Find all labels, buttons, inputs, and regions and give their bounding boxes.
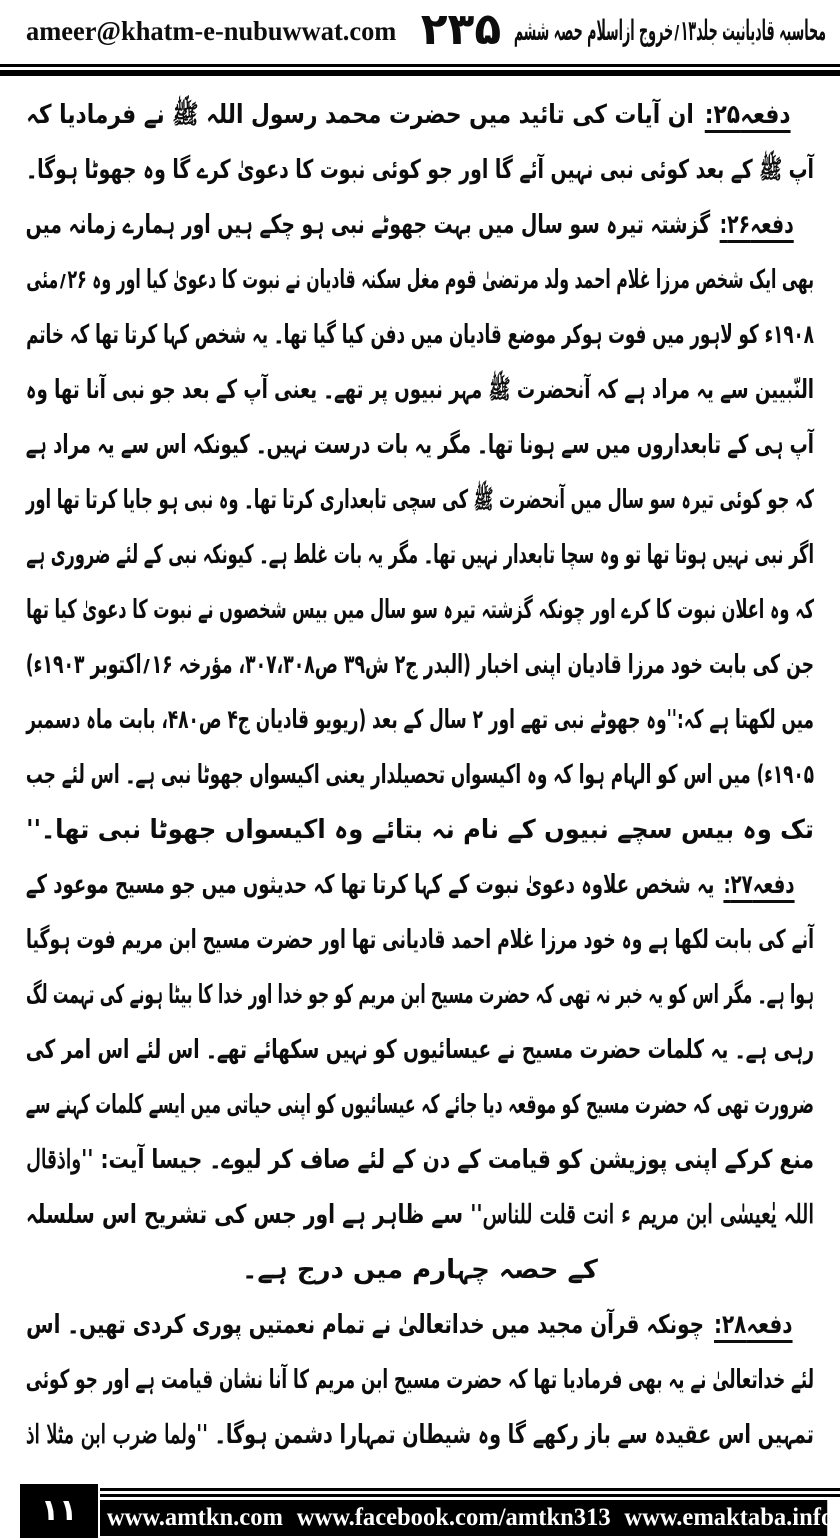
urdu-text: میں لکھتا ہے کہ:''وہ جھوٹے نبی تھے اور ۲ سال کے بعد (ریویو قادیان ج۴ ص۴۸۰، بابت ماہ دسمبر (26, 705, 814, 735)
text-line (25, 638, 814, 693)
urdu-text: کے حصہ چہارم میں درج ہے۔ (242, 1255, 598, 1285)
text-line (25, 418, 815, 473)
clause-heading: دفعہ۲۶: (719, 210, 794, 240)
text-line (26, 308, 814, 363)
text-line (25, 363, 814, 418)
text-line (26, 803, 814, 858)
header-email: ameer@khatm-e-nubuwwat.com (26, 16, 397, 46)
urdu-text: تمہیں اس عقیدہ سے باز رکھے گا وہ شیطان تمہارا دشمن ہوگا۔ (214, 1420, 814, 1450)
urdu-text: آنے کی بابت لکھا ہے وہ خود مرزا غلام احمد قادیانی تھا اور حضرت مسیح ابن مریم فوت ہوگیا (26, 925, 814, 955)
text-line (26, 473, 814, 528)
urdu-text: چونکہ قرآن مجید میں خداتعالیٰ نے تمام نعمتیں پوری کردی تھیں۔ اس (26, 1310, 705, 1340)
urdu-text: ان آیات کی تائید میں حضرت محمد رسول اللہ ﷺ نے فرمادیا کہ (26, 100, 694, 130)
text-line (26, 528, 815, 583)
page-number: ۲۳۵ (420, 4, 502, 55)
footer-rule-top (100, 1488, 840, 1491)
urdu-text: رہی ہے۔ یہ کلمات حضرت مسیح نے عیسائیوں کو نہیں سکھائے تھے۔ اس لئے اس امر کی (25, 1035, 814, 1065)
urdu-text: کہ وہ اعلان نبوت کا کرے اور چونکہ گزشتہ تیرہ سو سال میں بیس شخصوں نے نبوت کا دعویٰ کیا تھا (26, 595, 814, 625)
footer-links-bar (100, 1500, 834, 1536)
urdu-text: بھی ایک شخص مرزا غلام احمد ولد مرتضیٰ قوم مغل سکنہ قادیان نے نبوت کا دعویٰ کیا اور وہ ۲۶؍مئی (26, 265, 815, 295)
clause-heading: دفعہ۲۸: (714, 1310, 793, 1340)
urdu-text: یہ شخص علاوہ دعویٰ نبوت کے کہا کرتا تھا کہ حدیثوں میں جو مسیح موعود کے (25, 870, 715, 900)
text-line (26, 1243, 814, 1298)
text-line (26, 143, 814, 198)
urdu-text: ۱۹۰۵ء) میں اس کو الہام ہوا کہ وہ اکیسواں تحصیلدار یعنی اکیسواں جھوٹا نبی ہے۔ اس لئے جب (25, 760, 814, 790)
urdu-text: لئے خداتعالیٰ نے یہ بھی فرمادیا تھا کہ حضرت مسیح ابن مریم کا آنا نشان قیامت ہے اور جو کوئی (25, 1365, 814, 1395)
arabic-quote: ''ولما ضرب ابن مثلا اذ (26, 1420, 208, 1450)
text-line (26, 1408, 814, 1463)
footer-link-amtkn: www.amtkn.com (106, 1504, 283, 1531)
text-line (25, 198, 814, 253)
clause-heading: دفعہ۲۵: (704, 100, 791, 130)
urdu-text: اگر نبی نہیں ہوتا تھا تو وہ سچا تابعدار نہیں تھا۔ مگر یہ بات غلط ہے۔ کیونکہ نبی کے لئے ضروری ہے (26, 540, 815, 570)
arabic-quote: اللہ یٰعیسٰی ابن مریم ء انت قلت للناس'' (470, 1200, 814, 1230)
footer-link-facebook: www.facebook.com/amtkn313 (296, 1504, 611, 1531)
urdu-text: آپ ﷺ کے بعد کوئی نبی نہیں آئے گا اور جو کوئی نبوت کا دعویٰ کرے گا وہ جھوٹا ہوگا۔ (26, 155, 814, 185)
urdu-text: منع کرکے اپنی پوزیشن کو قیامت کے دن کے لئے صاف کر لیوے۔ جیسا آیت: (100, 1145, 815, 1175)
urdu-text: ہوا ہے۔ مگر اس کو یہ خبر نہ تھی کہ حضرت مسیح ابن مریم کو جو خدا اور خدا کا بیٹا ہونے کی تہمت لگ (26, 980, 815, 1010)
body-text (26, 88, 814, 1463)
text-line (25, 748, 814, 803)
text-line (25, 1188, 814, 1243)
book-title: محاسبہ قادیانیت جلد۱۳؍خروج ازاسلام حصہ ششم (513, 14, 826, 47)
urdu-text: ضرورت تھی کہ حضرت مسیح کو موقعہ دیا جائے کہ عیسائیوں کو اپنی حیاتی میں ایسے کلمات کہنے سے (25, 1090, 814, 1120)
footer-link-emaktaba: www.emaktaba.info (624, 1504, 834, 1531)
text-line (26, 88, 814, 143)
text-line (26, 968, 815, 1023)
urdu-text: جن کی بابت خود مرزا قادیان اپنی اخبار (البدر ج۲ ش۳۹ ص۳۰۷،۳۰۸، مؤرخہ ۱۶؍اکتوبر ۱۹۰۳ء) (25, 650, 814, 680)
footer-rule-bottom (100, 1494, 840, 1497)
text-line (25, 858, 814, 913)
arabic-quote: ''واذقال (26, 1145, 94, 1175)
footer-page-number: ۱۱ (20, 1484, 98, 1538)
urdu-text: آپ ہی کے تابعداروں میں سے ہونا تھا۔ مگر یہ بات درست نہیں۔ کیونکہ اس سے یہ مراد ہے (25, 430, 815, 460)
text-line (26, 1133, 815, 1188)
text-line (25, 1023, 814, 1078)
urdu-text: ۱۹۰۸ء کو لاہور میں فوت ہوکر موضع قادیان میں دفن کیا گیا تھا۔ یہ شخص کہا کرتا تھا کہ خاتم (26, 320, 814, 350)
urdu-text: گزشتہ تیرہ سو سال میں بہت جھوٹے نبی ہو چکے ہیں اور ہمارے زمانہ میں (25, 210, 711, 240)
text-line (26, 583, 814, 638)
urdu-text: تک وہ بیس سچے نبیوں کے نام نہ بتائے وہ اکیسواں جھوٹا نبی تھا۔'' (26, 815, 814, 845)
header-divider (0, 64, 840, 76)
text-line (26, 913, 814, 968)
text-line (26, 693, 814, 748)
text-line (26, 1298, 814, 1353)
text-line (25, 1078, 814, 1133)
text-line (25, 1353, 814, 1408)
urdu-text: النّبیین سے یہ مراد ہے کہ آنحضرت ﷺ مہر نبیوں پر تھے۔ یعنی آپ کے بعد جو نبی آنا تھا وہ (25, 375, 814, 405)
urdu-text: سے ظاہر ہے اور جس کی تشریح اس سلسلہ (25, 1200, 464, 1230)
urdu-text: کہ جو کوئی تیرہ سو سال میں آنحضرت ﷺ کی سچی تابعداری کرتا تھا۔ وہ نبی ہو جایا کرتا تھا اور (26, 485, 814, 515)
clause-heading: دفعہ۲۷: (723, 870, 795, 900)
text-line (26, 253, 815, 308)
